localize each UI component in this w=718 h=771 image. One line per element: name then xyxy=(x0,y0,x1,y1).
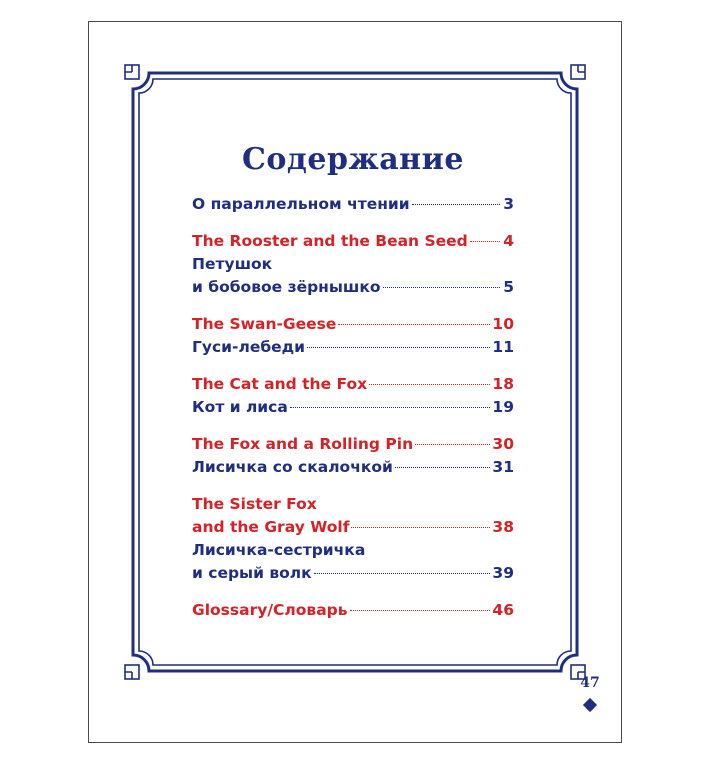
toc-page-number: 10 xyxy=(492,315,514,333)
toc-page-number: 39 xyxy=(492,564,514,582)
toc-entry-cat-ru[interactable] xyxy=(192,396,514,419)
page-number: 47 xyxy=(580,675,600,691)
dot-leader xyxy=(383,287,500,288)
toc-entry-glossary[interactable] xyxy=(192,599,514,622)
toc-label: Glossary/Словарь xyxy=(192,601,348,619)
toc-label: and the Gray Wolf xyxy=(192,518,350,536)
toc-label: Лисичка со скалочкой xyxy=(192,458,393,476)
toc-entry-rooster-en[interactable] xyxy=(192,230,514,253)
toc-page-number: 46 xyxy=(492,601,514,619)
toc-entry-pin-en[interactable] xyxy=(192,433,514,456)
dot-leader xyxy=(290,407,491,408)
toc-label: Гуси-лебеди xyxy=(192,338,306,356)
toc-label: The Sister Fox xyxy=(192,495,317,513)
toc-entry-sister-ru[interactable] xyxy=(192,539,514,585)
toc-page-number: 18 xyxy=(492,375,514,393)
page-title: Содержание xyxy=(242,142,464,177)
toc-entry-pin-ru[interactable] xyxy=(192,456,514,479)
toc-page-number: 3 xyxy=(503,195,514,213)
dot-leader xyxy=(395,467,491,468)
toc-page-number: 11 xyxy=(492,338,514,356)
toc-page-number: 19 xyxy=(492,398,514,416)
toc-label: The Cat and the Fox xyxy=(192,375,368,393)
book-page xyxy=(88,21,622,743)
toc-page-number: 38 xyxy=(492,518,514,536)
dot-leader xyxy=(314,573,491,574)
toc-page-number: 31 xyxy=(492,458,514,476)
toc-label: Лисичка-сестричка xyxy=(192,541,366,559)
toc-entry-cat-en[interactable] xyxy=(192,373,514,396)
toc-label: и серый волк xyxy=(192,564,312,582)
toc-label: Петушок xyxy=(192,255,273,273)
toc-entry-swan-en[interactable] xyxy=(192,313,514,336)
toc-entry-intro[interactable] xyxy=(192,193,514,216)
toc-entry-sister-en[interactable] xyxy=(192,493,514,539)
toc-page-number: 30 xyxy=(492,435,514,453)
dot-leader xyxy=(307,347,490,348)
dot-leader xyxy=(412,204,500,205)
toc-label: The Fox and a Rolling Pin xyxy=(192,435,414,453)
dot-leader xyxy=(470,241,500,242)
dot-leader xyxy=(369,384,490,385)
toc-page-number: 5 xyxy=(503,278,514,296)
dot-leader xyxy=(338,324,490,325)
toc-page-number: 4 xyxy=(503,232,514,250)
toc-entry-swan-ru[interactable] xyxy=(192,336,514,359)
toc-label: The Rooster and the Bean Seed xyxy=(192,232,468,250)
dot-leader xyxy=(415,444,490,445)
toc-label: О параллельном чтении xyxy=(192,195,410,213)
dot-leader xyxy=(350,610,491,611)
toc-entry-rooster-ru[interactable] xyxy=(192,253,514,299)
toc-label: Кот и лиса xyxy=(192,398,288,416)
toc-label: The Swan-Geese xyxy=(192,315,337,333)
table-of-contents xyxy=(192,142,514,622)
dot-leader xyxy=(351,527,490,528)
toc-label: и бобовое зёрнышко xyxy=(192,278,381,296)
